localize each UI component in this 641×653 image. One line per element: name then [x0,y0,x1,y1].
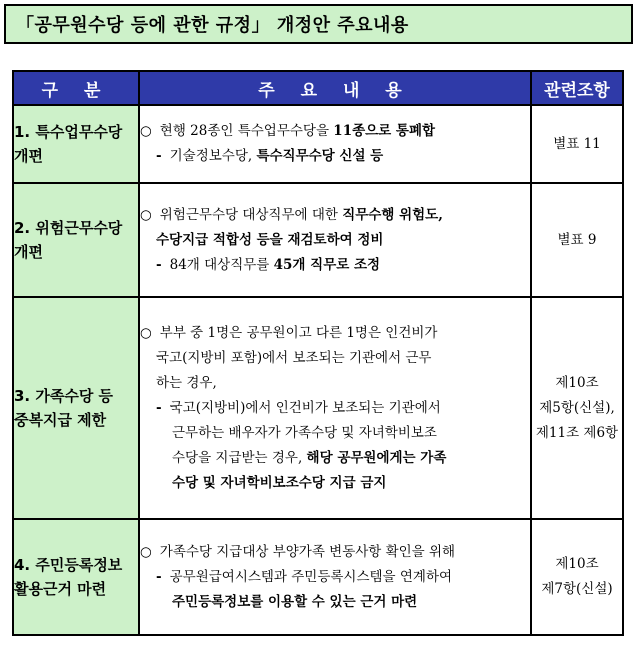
category-line: 2. 위험근무수당 [14,219,123,237]
content-line [140,565,530,590]
content-line [140,590,530,615]
content-line [140,396,530,421]
category-line: 중복지급 제한 [14,411,107,429]
amendment-table [12,70,624,636]
reference-line: 제7항(신설) [541,581,613,597]
row-reference [531,519,623,635]
category-line: 1. 특수업무수당 [14,123,123,141]
content-line [140,203,530,228]
dash-bullet: - [156,148,162,164]
circle-bullet: ○ [140,123,152,139]
reference-line: 제10조 [555,556,599,572]
row-content [139,105,531,183]
category-line: 개편 [14,243,43,261]
bold-text: 직무수행 위험도, [342,206,443,223]
text: 국고(지방비 포함)에서 보조되는 기관에서 근무 [156,349,432,366]
table-row [13,105,623,183]
text: 부부 중 1명은 공무원이고 다른 1명은 인건비가 [159,324,438,341]
content-line [140,119,530,144]
row-category [13,519,139,635]
row-category [13,183,139,297]
table-row [13,519,623,635]
reference-line: 제10조 [555,374,599,391]
content-line [140,321,530,346]
text: 공무원급여시스템과 주민등록시스템을 연계하여 [169,568,453,585]
content-line [140,540,530,565]
bold-text: 특수직무수당 신설 등 [256,148,384,164]
table-header-row [13,71,623,105]
content-line [140,253,530,278]
text: 현행 28종인 특수업무수당을 [159,123,334,139]
text: 근무하는 배우자가 가족수당 및 자녀학비보조 [172,424,437,441]
dash-bullet: - [156,568,162,585]
circle-bullet: ○ [140,324,152,341]
text: 가족수당 지급대상 부양가족 변동사항 확인을 위해 [159,543,456,560]
bold-text: 해당 공무원에게는 가족 [306,449,447,466]
header-category: 구 분 [13,71,139,105]
text: 국고(지방비)에서 인건비가 보조되는 기관에서 [169,399,441,416]
row-content [139,519,531,635]
circle-bullet: ○ [140,543,152,560]
row-category [13,297,139,519]
category-line: 4. 주민등록정보 [14,556,123,574]
text: 위험근무수당 대상직무에 대한 [159,206,343,223]
dash-bullet: - [156,399,162,416]
bold-text: 45개 직무로 조정 [273,256,381,273]
row-reference [531,183,623,297]
content-line [140,228,530,253]
content-line [140,421,530,446]
category-line: 활용근거 마련 [14,580,107,598]
table-row [13,183,623,297]
content-line [140,144,530,169]
reference-line: 별표 9 [557,231,597,248]
reference-line: 별표 11 [553,135,601,152]
table-row [13,297,623,519]
text: 기술정보수당, [169,148,257,164]
bold-text: 수당 및 자녀학비보조수당 지급 금지 [172,474,387,491]
header-content: 주 요 내 용 [139,71,531,105]
content-line [140,346,530,371]
text: 84개 대상직무를 [169,256,274,273]
reference-line: 제11조 제6항 [535,424,619,441]
content-line [140,446,530,471]
content-line [140,371,530,396]
row-content [139,183,531,297]
header-reference: 관련조항 [531,71,623,105]
text: 수당을 지급받는 경우, [172,449,307,466]
text: 하는 경우, [156,374,217,391]
dash-bullet: - [156,256,162,273]
row-reference [531,105,623,183]
bold-text: 수당지급 적합성 등을 재검토하여 정비 [156,231,384,248]
bold-text: 주민등록정보를 이용할 수 있는 근거 마련 [172,593,418,610]
bold-text: 11종으로 통폐합 [333,123,436,139]
row-category [13,105,139,183]
category-line: 3. 가족수당 등 [14,387,114,405]
row-content [139,297,531,519]
circle-bullet: ○ [140,206,152,223]
row-reference [531,297,623,519]
reference-line: 제5항(신설), [539,399,615,416]
category-line: 개편 [14,147,43,165]
content-line [140,471,530,496]
document-title: 「공무원수당 등에 관한 규정」 개정안 주요내용 [4,4,633,44]
